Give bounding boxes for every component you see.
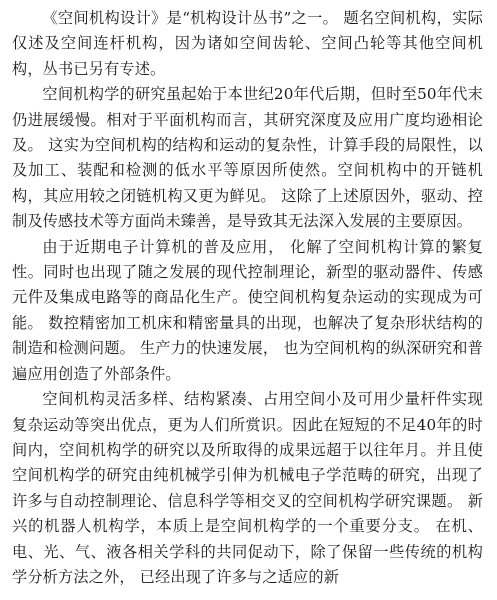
paragraph-2: 空间机构学的研究虽起始于本世纪20年代后期，但时至50年代末仍进展缓慢。相对于平面机构而言，其研究深度及应用广度均逊相论及。 这实为空间机构的结构和运动的复杂性，计算手段的局限性，以及加工、装配和检测的低水平等原因所使然。空间机构中的开链机构，其应用较之闭链机构又更为鲜见。 这除了上述原因外，驱动、控制及传感技术等方面尚未臻善，是导致其无法深入发展的主要原因。	[12, 85, 483, 231]
paragraph-3: 由于近期电子计算机的普及应用， 化解了空间机构计算的繁复性。同时也出现了随之发展的现代控制理论，新型的驱动器件、传感元件及集成电路等的商品化生产。使空间机构复杂运动的实现成为可能。 数控精密加工机床和精密量具的出现，也解决了复杂形状结构的制造和检测问题。 生产力的快速发展， 也为空间机构的纵深研究和普遍应用创造了外部条件。	[12, 237, 483, 383]
paragraph-4: 空间机构灵活多样、结构紧凑、占用空间小及可用少量杆件实现复杂运动等突出优点，更为人们所赏识。因此在短短的不足40年的时间内，空间机构学的研究以及所取得的成果远超于以往年月。并且使空间机构学的研究由纯机械学引伸为机械电子学范畴的研究，出现了许多与自动控制理论、信息科学等相交叉的空间机构学研究课题。 新兴的机器人机构学，本质上是空间机构学的一个重要分支。 在机、电、光、气、液各相关学科的共同促动下，除了保留一些传统的机构学分析方法之外， 已经出现了许多与之适应的新	[12, 390, 483, 586]
paragraph-1: 《空间机构设计》是“机构设计丛书”之一。 题名空间机构，实际仅述及空间连杆机构，因为诸如空间齿轮、空间凸轮等其他空间机构，丛书已另有专述。	[12, 9, 483, 78]
